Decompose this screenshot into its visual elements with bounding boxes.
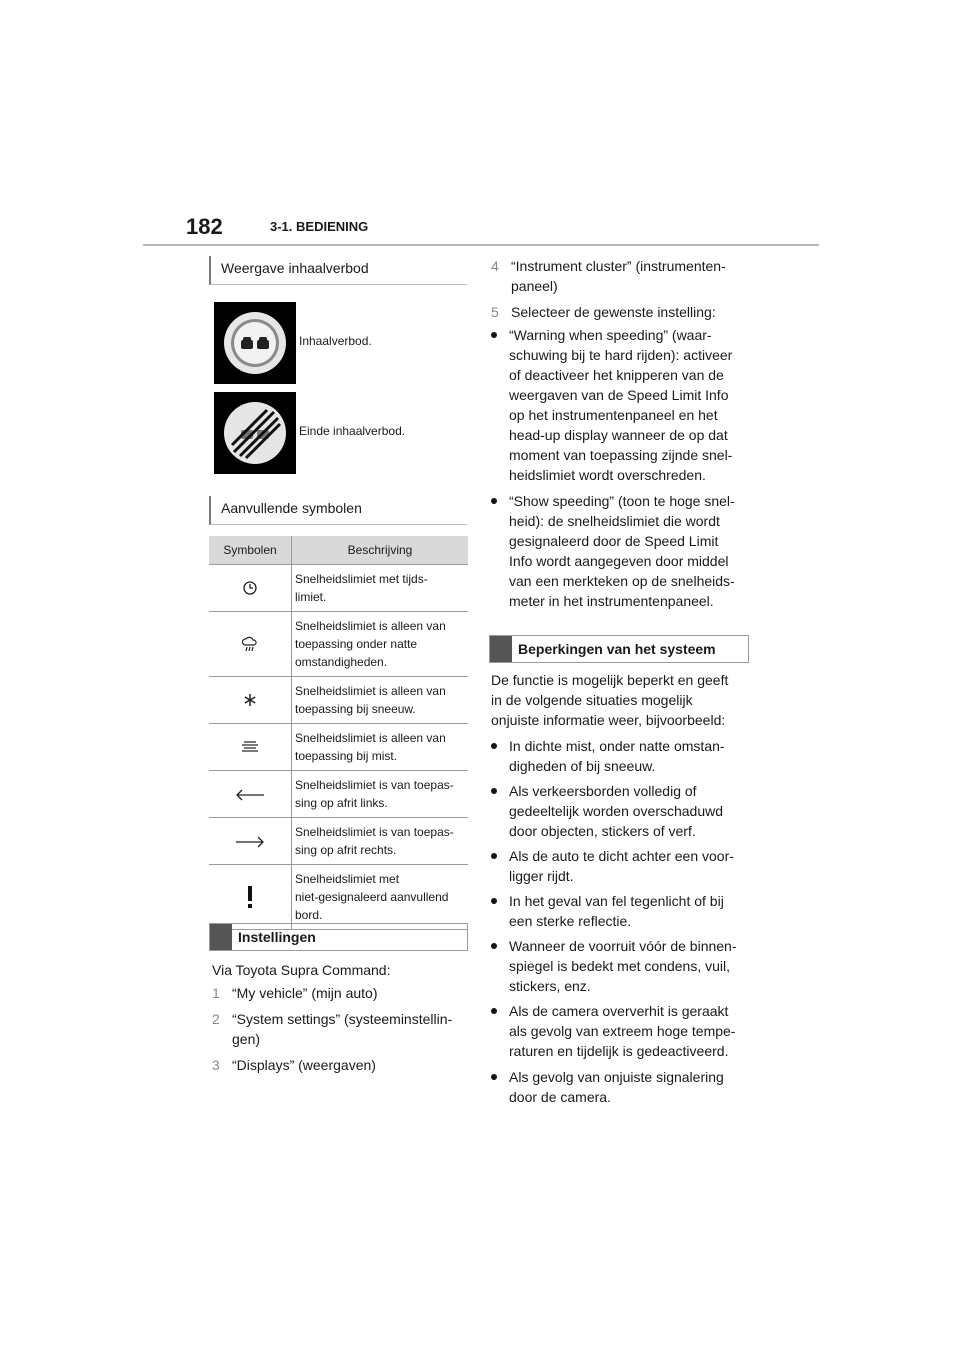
fog-icon bbox=[209, 724, 292, 771]
heading-marker bbox=[490, 636, 512, 662]
sign-label: Inhaalverbod. bbox=[299, 334, 372, 348]
row-description: Snelheidslimiet is alleen van toepassing bij sneeuw. bbox=[292, 677, 469, 724]
step-item: 5 Selecteer de gewenste instelling: bbox=[491, 304, 716, 320]
limit-bullet: In het geval van fel tegenlicht of bij een sterke reflectie. bbox=[491, 891, 761, 931]
table-row bbox=[209, 818, 468, 865]
option-bullet: “Warning when speeding” (waar- schuwing bij te hard rijden): activeer of deactiveer het knipperen van de weergaven van de Speed Limit Info op het instrumentenpaneel en het head-up display wanneer de op dat moment van toepassing zijnde snel- heidslimiet wordt overschreden. bbox=[491, 325, 761, 485]
bullet-icon bbox=[491, 743, 497, 749]
arrow-left-icon bbox=[209, 771, 292, 818]
end-no-overtaking-sign-icon bbox=[214, 392, 296, 474]
step-item: 1 “My vehicle” (mijn auto) bbox=[212, 985, 378, 1001]
row-description: Snelheidslimiet met tijds- limiet. bbox=[292, 565, 469, 612]
passing-display-heading: Weergave inhaalverbod bbox=[209, 256, 467, 285]
chapter-title: 3-1. BEDIENING bbox=[270, 219, 369, 234]
header-rule bbox=[143, 244, 819, 246]
limit-bullet: Als de camera oververhit is geraakt als gevolg van extreem hoge tempe- raturen en tijdelijk is gedeactiveerd. bbox=[491, 1001, 761, 1061]
table-row bbox=[209, 677, 468, 724]
rain-cloud-icon bbox=[209, 612, 292, 677]
symbols-table bbox=[209, 536, 468, 930]
row-description: Snelheidslimiet is alleen van toepassing bij mist. bbox=[292, 724, 469, 771]
bullet-icon bbox=[491, 498, 497, 504]
bullet-icon bbox=[491, 853, 497, 859]
option-bullet: “Show speeding” (toon te hoge snel- heid): de snelheidslimiet die wordt gesignaleerd door de Speed Limit Info wordt aangegeven door middel van een merkteken op de snelheids- meter in het instrumentenpaneel. bbox=[491, 491, 761, 611]
settings-heading bbox=[209, 923, 468, 951]
limits-intro: De functie is mogelijk beperkt en geeft in de volgende situaties mogelijk onjuiste informatie weer, bijvoorbeeld: bbox=[491, 672, 729, 728]
snowflake-icon bbox=[209, 677, 292, 724]
row-description: Snelheidslimiet is van toepas- sing op afrit links. bbox=[292, 771, 469, 818]
bullet-icon bbox=[491, 943, 497, 949]
sign-label: Einde inhaalverbod. bbox=[299, 424, 406, 438]
limit-bullet: In dichte mist, onder natte omstan- digheden of bij sneeuw. bbox=[491, 736, 761, 776]
bullet-icon bbox=[491, 788, 497, 794]
step-item: 2 “System settings” (systeeminstellin- gen) bbox=[212, 1011, 453, 1047]
table-row bbox=[209, 612, 468, 677]
limit-bullet: Wanneer de voorruit vóór de binnen- spiegel is bedekt met condens, vuil, stickers, enz. bbox=[491, 936, 761, 996]
additional-symbols-heading: Aanvullende symbolen bbox=[209, 496, 467, 525]
limits-title: Beperkingen van het systeem bbox=[518, 641, 716, 657]
settings-title: Instellingen bbox=[238, 929, 316, 945]
bullet-icon bbox=[491, 1008, 497, 1014]
table-row bbox=[209, 771, 468, 818]
bullet-icon bbox=[491, 1074, 497, 1080]
table-row bbox=[209, 565, 468, 612]
table-row bbox=[209, 865, 468, 930]
via-text: Via Toyota Supra Command: bbox=[212, 962, 391, 978]
limit-bullet: Als gevolg van onjuiste signalering door de camera. bbox=[491, 1067, 761, 1107]
limit-bullet: Als de auto te dicht achter een voor- ligger rijdt. bbox=[491, 846, 761, 886]
column-header: Symbolen bbox=[209, 536, 292, 565]
arrow-right-icon bbox=[209, 818, 292, 865]
bullet-icon bbox=[491, 898, 497, 904]
row-description: Snelheidslimiet met niet-gesignaleerd aanvullend bord. bbox=[292, 865, 469, 930]
table-row bbox=[209, 724, 468, 771]
row-description: Snelheidslimiet is alleen van toepassing onder natte omstandigheden. bbox=[292, 612, 469, 677]
limits-heading bbox=[489, 635, 749, 663]
column-header: Beschrijving bbox=[292, 536, 469, 565]
step-item: 3 “Displays” (weergaven) bbox=[212, 1057, 376, 1073]
limit-bullet: Als verkeersborden volledig of gedeeltelijk worden overschaduwd door objecten, stickers of verf. bbox=[491, 781, 761, 841]
clock-icon bbox=[209, 565, 292, 612]
step-item: 4 “Instrument cluster” (instrumenten- paneel) bbox=[491, 258, 726, 294]
no-overtaking-sign-icon bbox=[214, 302, 296, 384]
row-description: Snelheidslimiet is van toepas- sing op afrit rechts. bbox=[292, 818, 469, 865]
page-number: 182 bbox=[186, 214, 223, 239]
heading-marker bbox=[210, 924, 232, 950]
exclamation-icon bbox=[209, 865, 292, 930]
bullet-icon bbox=[491, 332, 497, 338]
